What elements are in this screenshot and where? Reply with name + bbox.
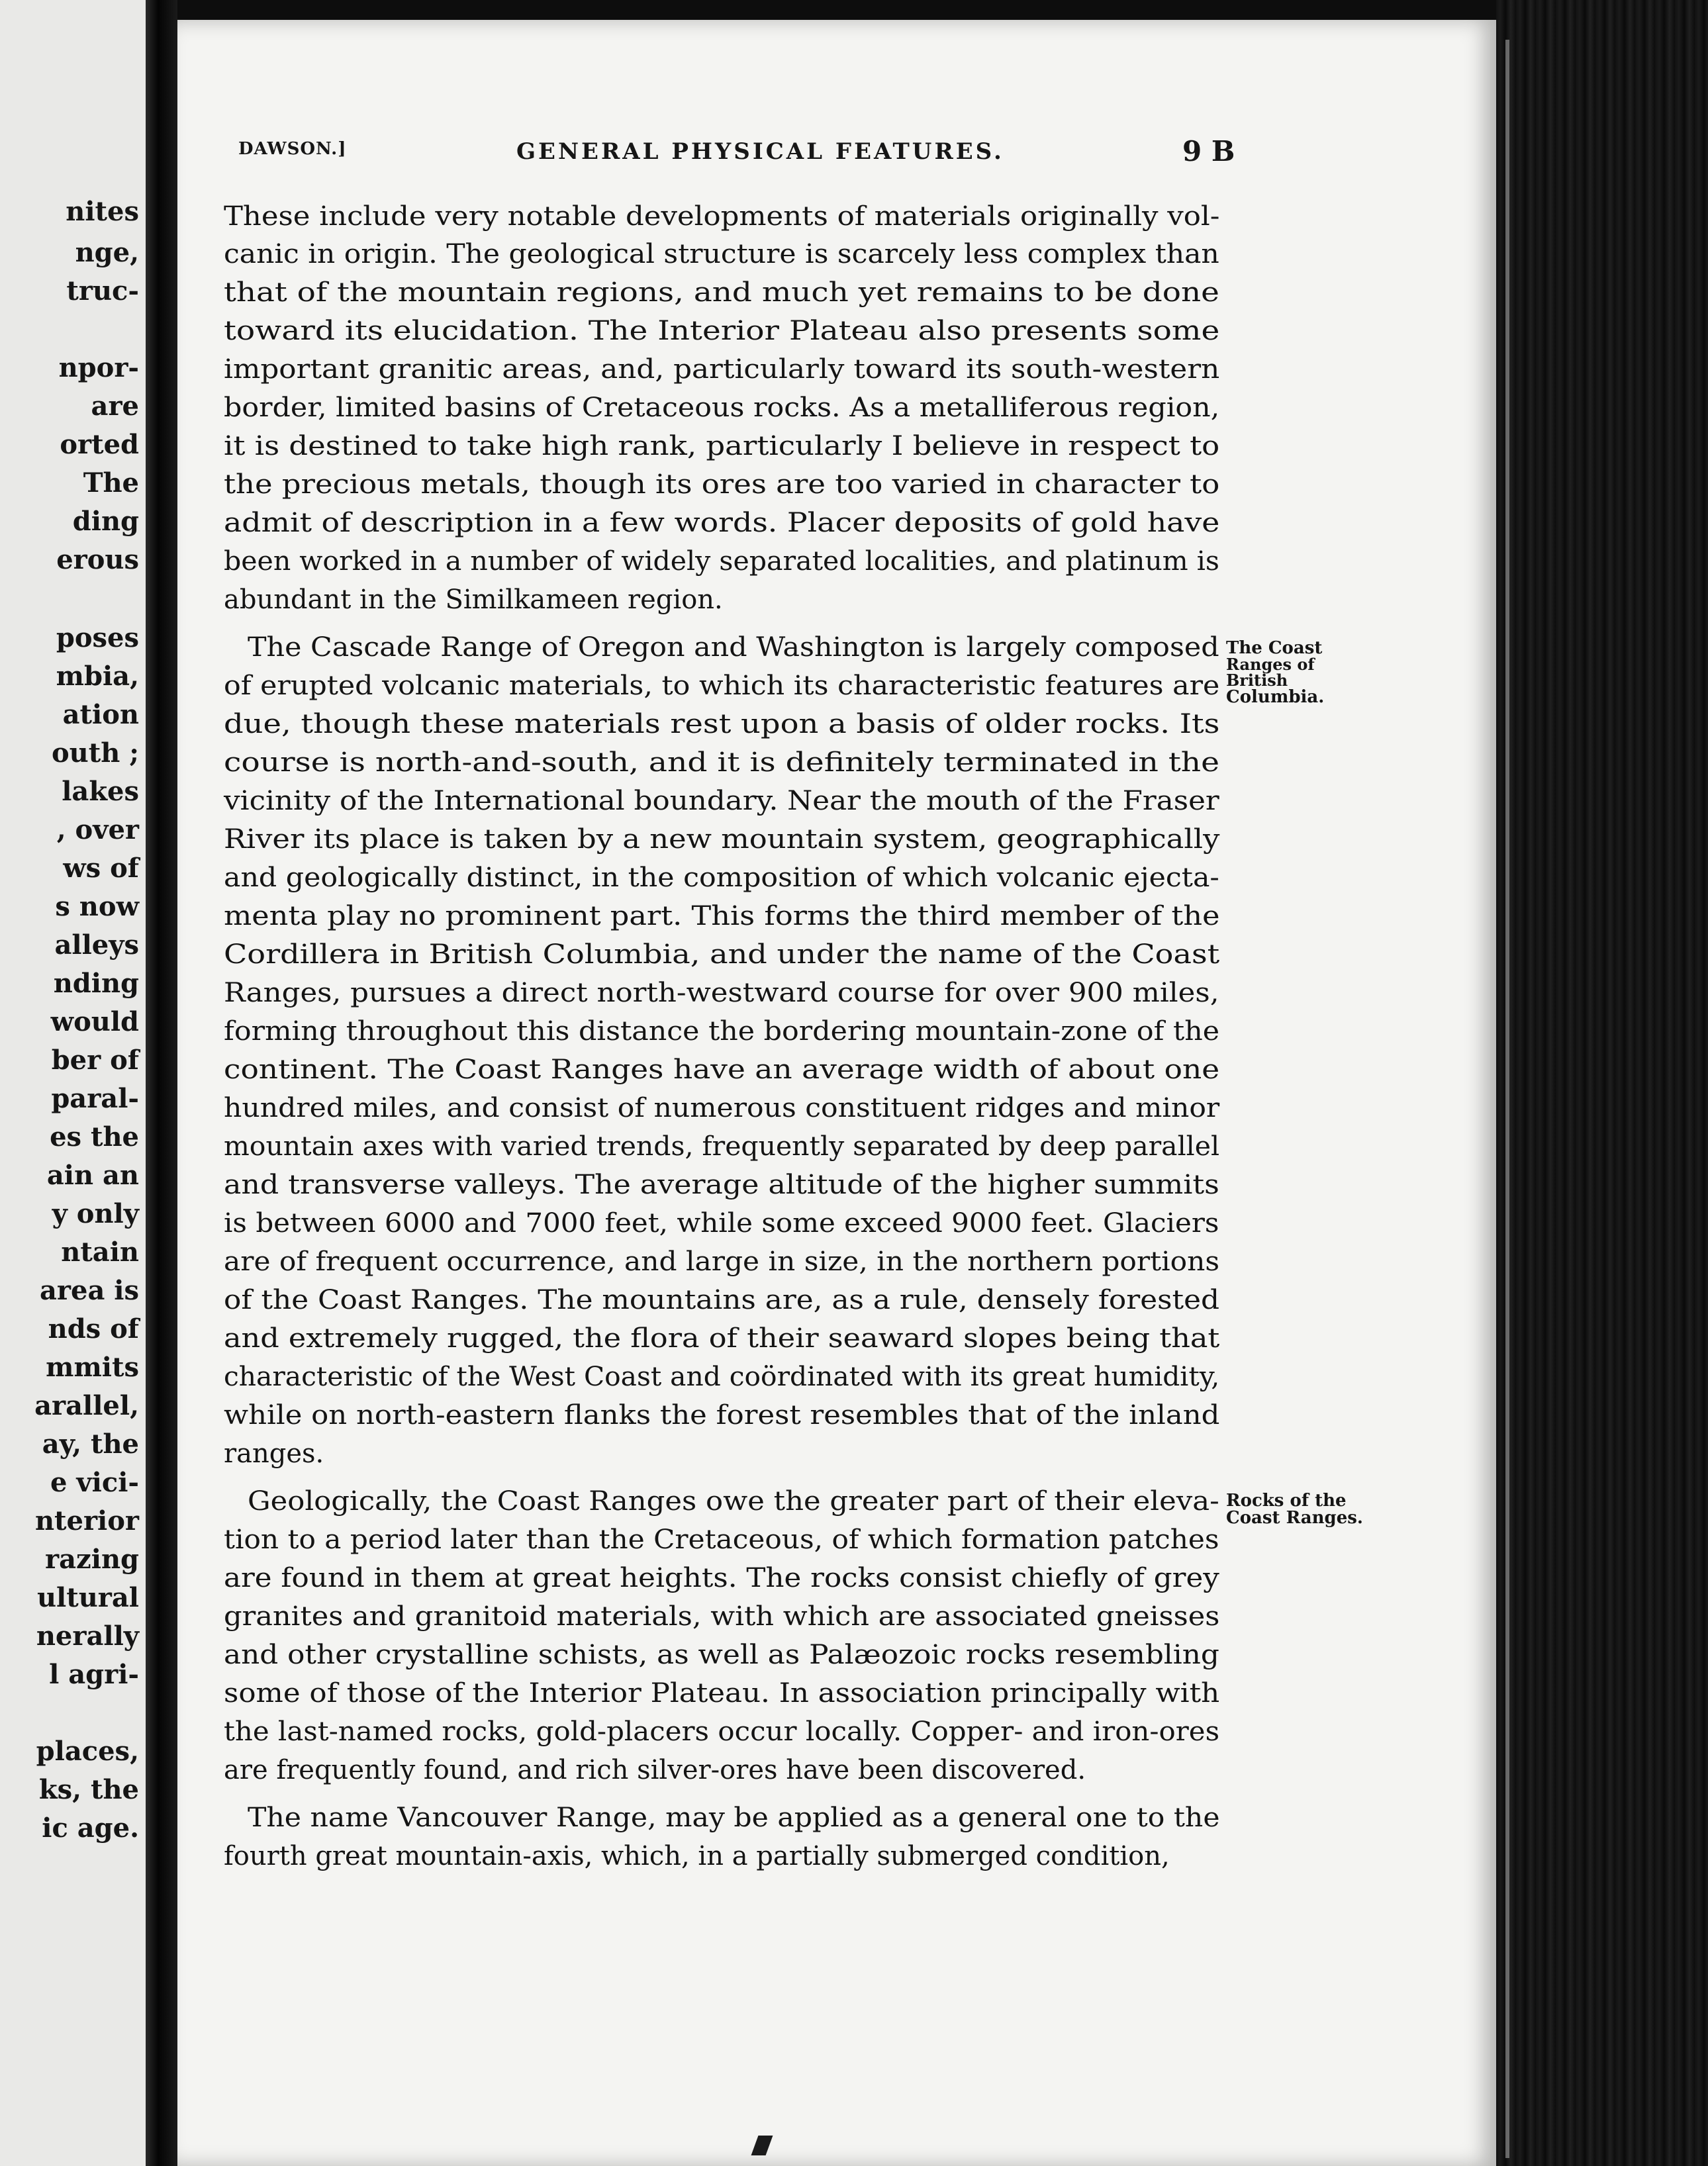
previous-page-fragment: orted	[60, 429, 139, 460]
text-line: admit of description in a few words. Placer deposits of gold have	[224, 508, 1220, 538]
previous-page-fragment: ic age.	[42, 1813, 139, 1844]
text-line: mountain axes with varied trends, frequently separated by deep parallel	[224, 1131, 1220, 1162]
previous-page-fragment: mmits	[46, 1352, 139, 1383]
previous-page-fragment: ber of	[51, 1045, 139, 1076]
previous-page-fragment: , over	[56, 814, 139, 845]
text-line: Ranges, pursues a direct north-westward course for over 900 miles,	[224, 978, 1219, 1008]
previous-page-fragment: area is	[40, 1275, 139, 1306]
previous-page-fragment: es the	[50, 1121, 139, 1153]
previous-page-fragment: y only	[52, 1198, 139, 1229]
page-number: 9 B	[1182, 135, 1235, 167]
text-line: of the Coast Ranges. The mountains are, as a rule, densely forested	[224, 1285, 1220, 1315]
text-line: fourth great mountain-axis, which, in a partially submerged condition,	[224, 1841, 1170, 1871]
text-line: is between 6000 and 7000 feet, while some exceed 9000 feet. Glaciers	[224, 1208, 1219, 1239]
margin-note: Rocks of the Coast Ranges.	[1226, 1491, 1363, 1528]
text-line: hundred miles, and consist of numerous constituent ridges and minor	[224, 1093, 1220, 1123]
page-stack-edge	[1496, 0, 1708, 2166]
previous-page-fragment: e vici-	[50, 1467, 139, 1498]
text-line: ranges.	[224, 1438, 324, 1469]
text-line: abundant in the Similkameen region.	[224, 585, 723, 615]
text-line: These include very notable developments of materials originally vol-	[224, 201, 1220, 232]
running-head-author: DAWSON.]	[238, 139, 347, 159]
previous-page-fragment: ks, the	[38, 1774, 139, 1805]
text-line: the precious metals, though its ores are too varied in character to	[224, 469, 1220, 500]
text-line: canic in origin. The geological structure is scarcely less complex than	[224, 239, 1219, 269]
text-line: vicinity of the International boundary. Near the mouth of the Fraser	[224, 786, 1219, 816]
text-line: menta play no prominent part. This forms the third member of the	[224, 901, 1220, 931]
margin-note: The Coast Ranges of British Columbia.	[1226, 638, 1325, 707]
text-line: course is north-and-south, and it is definitely terminated in the	[224, 747, 1219, 778]
text-line: continent. The Coast Ranges have an average width of about one	[224, 1055, 1220, 1085]
previous-page-fragment: ding	[72, 506, 139, 537]
text-line: granites and granitoid materials, with which are associated gneisses	[224, 1601, 1220, 1632]
previous-page-fragment: ntain	[61, 1237, 139, 1268]
previous-page-fragment: ain an	[46, 1160, 139, 1191]
text-line: and extremely rugged, the flora of their seaward slopes being that	[224, 1323, 1220, 1354]
text-line: are frequently found, and rich silver-ores have been discovered.	[224, 1755, 1086, 1785]
text-line: Geologically, the Coast Ranges owe the greater part of their eleva-	[248, 1486, 1219, 1517]
previous-page-fragment: ultural	[36, 1582, 139, 1613]
previous-page-fragment: razing	[45, 1544, 139, 1575]
previous-page-fragment: outh ;	[51, 737, 139, 769]
previous-page-fragment: nterior	[34, 1505, 139, 1536]
previous-page-fragment: alleys	[54, 929, 139, 961]
previous-page-fragment: s now	[55, 891, 139, 922]
page-edge-highlight	[1505, 40, 1509, 2158]
previous-page-fragment: l agri-	[49, 1659, 139, 1690]
previous-page-fragment: ay, the	[42, 1429, 139, 1460]
book-gutter	[146, 0, 177, 2166]
text-line: The Cascade Range of Oregon and Washington is largely composed	[248, 632, 1219, 663]
text-line: some of those of the Interior Plateau. In association principally with	[224, 1678, 1220, 1709]
previous-page-fragment: lakes	[62, 776, 139, 807]
text-line: that of the mountain regions, and much yet remains to be done	[224, 277, 1219, 308]
text-line: characteristic of the West Coast and coördinated with its great humidity,	[224, 1362, 1220, 1392]
previous-page-fragment: mbia,	[56, 661, 139, 692]
previous-page-fragment: ation	[62, 699, 139, 730]
previous-page-fragment: nerally	[36, 1621, 139, 1652]
previous-page-fragment: npor-	[58, 352, 139, 383]
text-line: The name Vancouver Range, may be applied as a general one to the	[248, 1803, 1220, 1833]
previous-page-fragment: nding	[53, 968, 139, 999]
previous-page-fragment: are	[91, 391, 139, 422]
text-line: are of frequent occurrence, and large in size, in the northern portions	[224, 1247, 1220, 1277]
previous-page-fragment: ws of	[63, 853, 139, 884]
text-line: and geologically distinct, in the composition of which volcanic ejecta-	[224, 863, 1219, 893]
text-line: border, limited basins of Cretaceous rocks. As a metalliferous region,	[224, 393, 1220, 423]
previous-page-fragment: paral-	[51, 1083, 139, 1114]
previous-page-fragment: nds of	[48, 1313, 139, 1344]
text-line: and transverse valleys. The average altitude of the higher summits	[224, 1170, 1219, 1200]
previous-page-fragment: nge,	[75, 237, 139, 268]
text-line: toward its elucidation. The Interior Plateau also presents some	[224, 316, 1220, 346]
text-line: of erupted volcanic materials, to which its characteristic features are	[224, 671, 1220, 701]
text-line: tion to a period later than the Cretaceous, of which formation patches	[224, 1525, 1219, 1555]
previous-page-fragment: erous	[56, 544, 139, 575]
previous-page-fragment: poses	[56, 622, 139, 653]
text-line: been worked in a number of widely separated localities, and platinum is	[224, 546, 1219, 577]
text-line: and other crystalline schists, as well as Palæozoic rocks resembling	[224, 1640, 1219, 1670]
text-line: while on north-eastern flanks the forest resembles that of the inland	[224, 1400, 1220, 1431]
previous-page-fragment: arallel,	[34, 1390, 139, 1421]
previous-page-fragment: The	[83, 467, 139, 498]
previous-page-fragment: would	[50, 1006, 139, 1037]
text-line: it is destined to take high rank, particularly I believe in respect to	[224, 431, 1220, 461]
previous-page-edge	[0, 0, 146, 2166]
text-line: due, though these materials rest upon a basis of older rocks. Its	[224, 709, 1220, 739]
text-line: the last-named rocks, gold-placers occur locally. Copper- and iron-ores	[224, 1717, 1220, 1747]
previous-page-fragment: nites	[66, 196, 139, 227]
text-line: are found in them at great heights. The rocks consist chiefly of grey	[224, 1563, 1219, 1593]
text-line: Cordillera in British Columbia, and under the name of the Coast	[224, 939, 1220, 970]
previous-page-fragment: places,	[36, 1736, 139, 1767]
text-line: important granitic areas, and, particularly toward its south-western	[224, 354, 1220, 385]
running-head-title: GENERAL PHYSICAL FEATURES.	[516, 138, 1004, 165]
text-line: forming throughout this distance the bordering mountain-zone of the	[224, 1016, 1220, 1047]
text-line: River its place is taken by a new mountain system, geographically	[224, 824, 1220, 855]
previous-page-fragment: truc-	[66, 275, 139, 306]
